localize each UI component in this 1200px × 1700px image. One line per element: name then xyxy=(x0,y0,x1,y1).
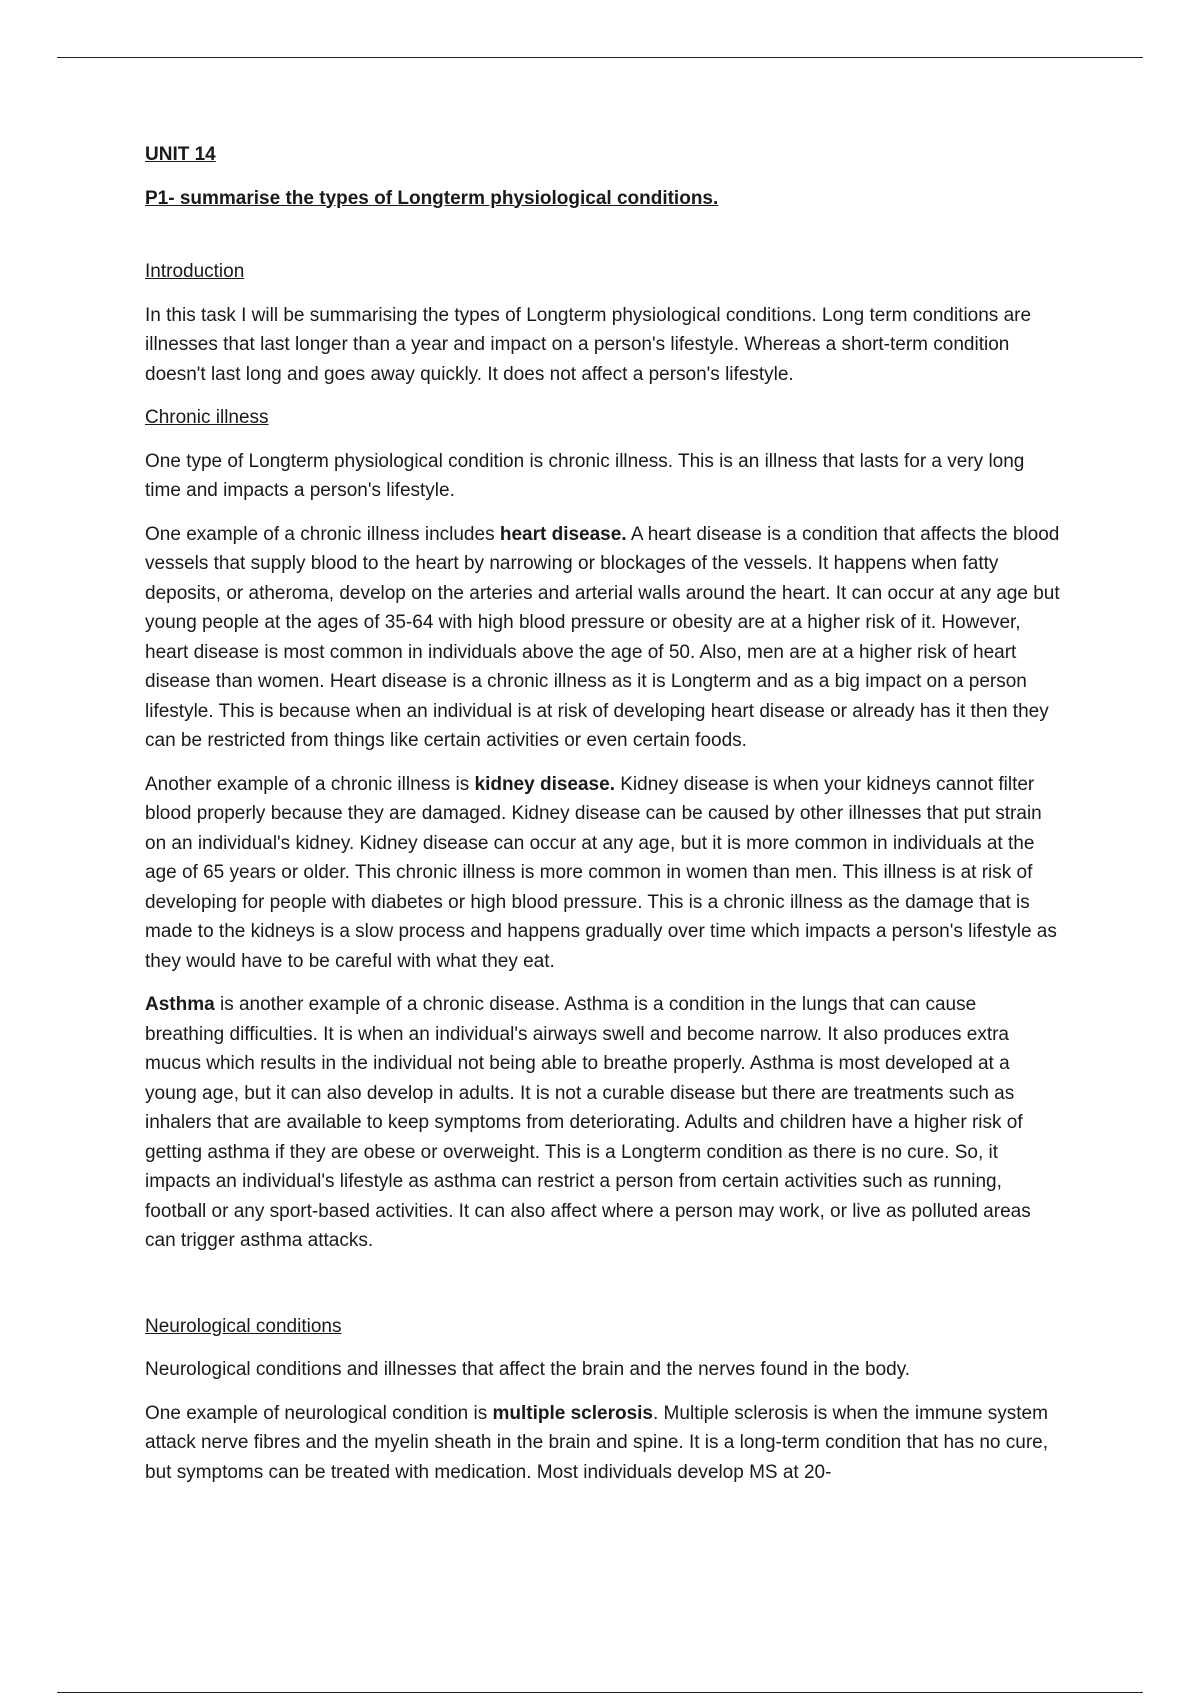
kidney-disease-term: kidney disease. xyxy=(474,773,615,795)
heart-disease-body: A heart disease is a condition that affects the blood vessels that supply blood to the heart by narrowing or blockages of the vessels. It happens when fatty deposits, or atheroma, develop on the arteries and arterial walls around the heart. It can occur at any age but young people at the ages of 35-64 with high blood pressure or obesity are at a higher risk of it. However, heart disease is most common in individuals above the age of 50. Also, men are at a higher risk of heart disease than women. Heart disease is a chronic illness as it is Longterm and as a big impact on a person lifestyle. This is because when an individual is at risk of developing heart disease or already has it then they can be restricted from things like certain activities or even certain foods. xyxy=(145,523,1060,751)
footer-rule xyxy=(57,1692,1143,1693)
header-rule xyxy=(57,57,1143,58)
kidney-disease-body: Kidney disease is when your kidneys cannot filter blood properly because they are damaged. Kidney disease can be caused by other illnesses that put strain on an individual's kidney. Kidney disease can occur at any age, but it is more common in individuals at the age of 65 years or older. This chronic illness is more common in women than men. This illness is at risk of developing for people with diabetes or high blood pressure. This is a chronic illness as the damage that is made to the kidneys is a slow process and happens gradually over time which impacts a person's lifestyle as they would have to be careful with what they eat. xyxy=(145,773,1057,972)
multiple-sclerosis-lead: One example of neurological condition is xyxy=(145,1402,493,1424)
asthma-term: Asthma xyxy=(145,994,215,1015)
introduction-paragraph: In this task I will be summarising the types of Longterm physiological conditions. Long term conditions are illnesses that last longer than a year and impact on a person's lifestyle. Whereas a short-term condition doesn't last long and goes away quickly. It does not affect a person's lifestyle. xyxy=(145,304,1032,385)
introduction-heading: Introduction xyxy=(145,261,245,282)
multiple-sclerosis-paragraph xyxy=(145,1399,1060,1488)
document-body xyxy=(145,140,1060,1501)
task-heading: P1- summarise the types of Longterm physiological conditions. xyxy=(145,187,719,209)
kidney-disease-paragraph xyxy=(145,770,1060,977)
heart-disease-term: heart disease. xyxy=(499,523,627,545)
heart-disease-paragraph xyxy=(145,520,1060,756)
heart-disease-lead: One example of a chronic illness includes xyxy=(145,523,500,545)
chronic-illness-intro-paragraph: One type of Longterm physiological condition is chronic illness. This is an illness that lasts for a very long time and impacts a person's lifestyle. xyxy=(145,450,1025,501)
unit-heading: UNIT 14 xyxy=(145,144,216,165)
multiple-sclerosis-term: multiple sclerosis xyxy=(492,1402,653,1424)
chronic-illness-heading: Chronic illness xyxy=(145,407,269,428)
neurological-heading: Neurological conditions xyxy=(145,1315,342,1337)
neurological-intro-paragraph: Neurological conditions and illnesses that affect the brain and the nerves found in the body. xyxy=(145,1359,911,1380)
multiple-sclerosis-body: . Multiple sclerosis is when the immune system attack nerve fibres and the myelin sheath in the brain and spine. It is a long-term condition that has no cure, but symptoms can be treated with medication. Most individuals develop MS at 20- xyxy=(145,1402,1049,1483)
asthma-body: is another example of a chronic disease. Asthma is a condition in the lungs that can cause breathing difficulties. It is when an individual's airways swell and become narrow. It also produces extra mucus which results in the individual not being able to breathe properly. Asthma is most developed at a young age, but it can also develop in adults. It is not a curable disease but there are treatments such as inhalers that are available to keep symptoms from deteriorating. Adults and children have a higher risk of getting asthma if they are obese or overweight. This is a Longterm condition as there is no cure. So, it impacts an individual's lifestyle as asthma can restrict a person from certain activities such as running, football or any sport-based activities. It can also affect where a person may work, or live as polluted areas can trigger asthma attacks. xyxy=(145,994,1031,1251)
kidney-disease-lead: Another example of a chronic illness is xyxy=(145,773,475,795)
asthma-paragraph xyxy=(145,990,1060,1256)
